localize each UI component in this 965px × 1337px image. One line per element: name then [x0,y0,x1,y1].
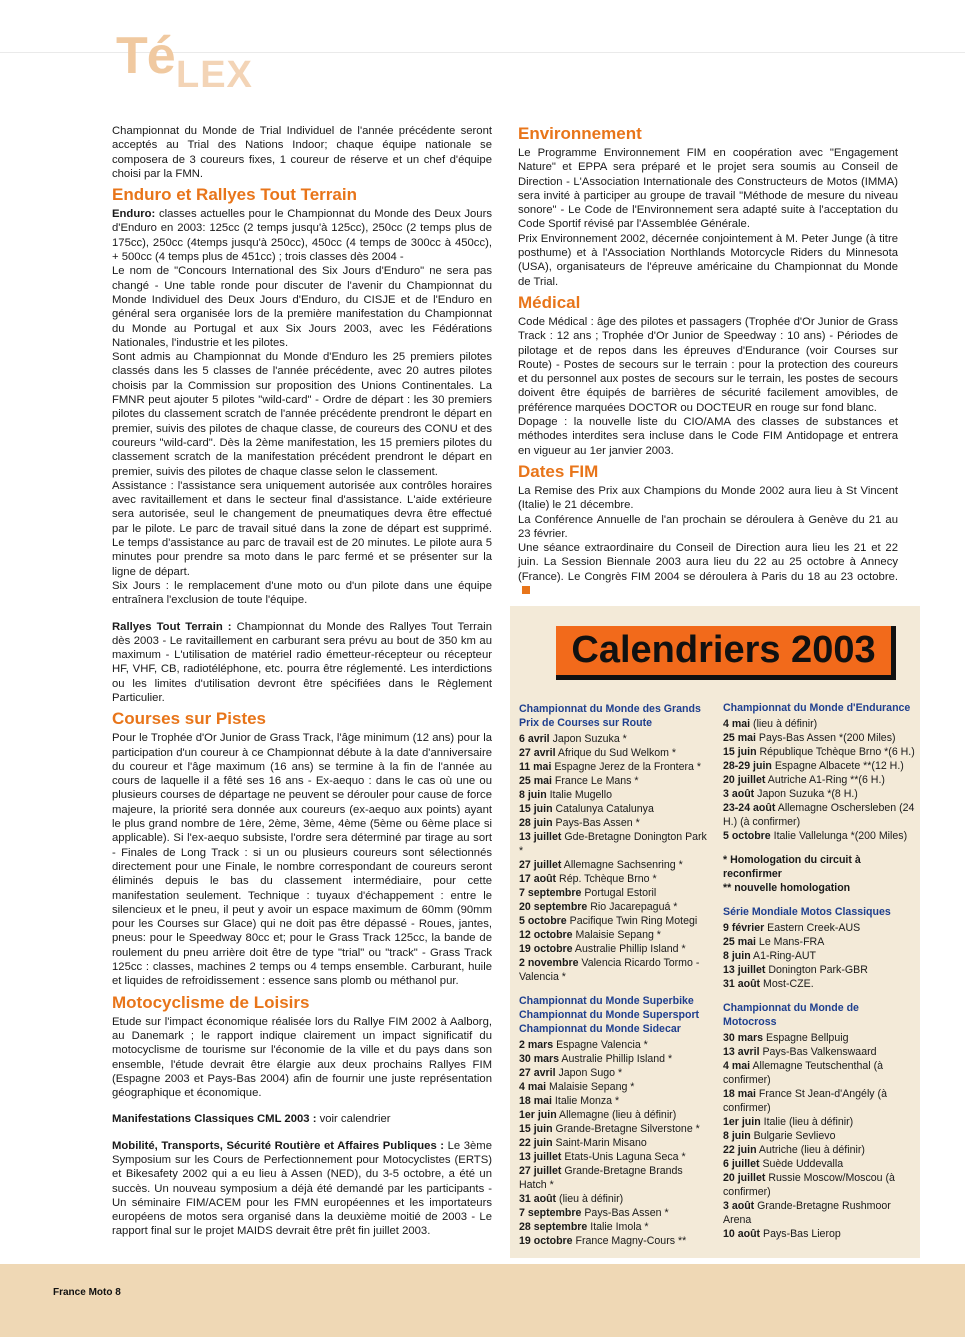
calendar-entry [519,858,713,872]
footer-band [0,1264,965,1337]
calendar-entry [519,1094,713,1108]
calendar-date: 15 juin [723,746,757,758]
calendar-entry [723,1087,915,1115]
calendar-date: 22 juin [519,1137,553,1149]
calendar-event: Donington Park-GBR [765,964,868,976]
calendar-entry [519,802,713,816]
dates-paragraph-1: La Remise des Prix aux Champions du Monde 2002 aura lieu à St Vincent (Italie) le 21 décembre. [518,484,898,512]
rallyes-text: Championnat du Monde des Rallyes Tout Terrain dès 2003 - Le ravitaillement en carburant sera prévu au bout de 350 km au maximum - L'utilisation de matériel radio émetteur-récepteur ou récepteur HF, VHF, CB, radiotéléphone, etc. pourra être réglementé. Les interdictions ou les limites d'utilisation devront être spécifiées dans le Règlement Particulier. [112,620,492,704]
calendar-entry [519,942,713,956]
calendar-entry [723,1227,915,1241]
calendar-entry [519,732,713,746]
calendar-entry [519,760,713,774]
section-title-loisirs: Motocyclisme de Loisirs [112,992,310,1012]
calendar-event: Allemagne Teutschenthal (à confirmer) [723,1060,883,1086]
calendar-event: Pays-Bas Assen *(200 Miles) [755,732,896,744]
calendar-entry [519,816,713,830]
calendar-event: Allemagne Oschersleben (24 H.) (à confirmer) [723,802,915,828]
enduro-paragraph-4: Assistance : l'assistance sera uniquement autorisée aux contrôles horaires avec ravitaillement et dans le secteur final d'assistance. L'aide extérieure sera autorisée, seul le changement de pneumatiques devra être effectué par le pilote. Le parc de travail situé dans la zone de départ est supprimé. Le temps d'assistance au parc de travail est de 20 minutes. Le pilote aura 5 minutes pour prendre sa moto dans le parc fermé et se présenter sur la ligne de départ. [112,479,492,578]
rallyes-paragraph [112,620,492,706]
calendar-entry [723,935,915,949]
calendar-event: Japon Suzuka * [549,733,627,745]
cml-text: voir calendrier [316,1113,391,1126]
calendar-entry [519,1206,713,1220]
calendar-entry [723,773,915,787]
medical-paragraph-2: Dopage : la nouvelle liste du CIO/AMA des classes de substances et méthodes interdites sera incluse dans le Code FIM Antidopage et entrera en vigueur au 1er janvier 2003. [518,416,898,457]
calendar-date: 25 mai [723,936,756,948]
calendar-entry [519,886,713,900]
calendar-entry [723,921,915,935]
calendar-date: 30 mars [723,1032,764,1044]
env-paragraph-2: Prix Environnement 2002, décernée conjointement à M. Peter Junge (à titre posthume) et à l'Association Northlands Motorcycle Riders du Minnesota (USA), organisateurs de l'épreuve américaine du Championnat du Monde de Trial. [518,232,898,288]
spacer [723,895,915,905]
calendar-date: 13 juillet [519,831,562,843]
end-mark-icon [522,586,530,594]
medical-paragraph-1: Code Médical : âge des pilotes et passagers (Trophée d'Or Junior de Grass Track : 12 ans ; Trophée d'Or Junior de Speedway : 10 ans) - Périodes de pilotage et de repos dans les épreuves d'Endurance (voir Courses sur Route) - Postes de secours sur le terrain : pour la protection des coureurs et du personnel aux postes de secours sur le terrain, les postes de secours doivent être équipés de barrières de sécurité facilement amovibles, de préférence marquées DOCTOR ou DOCTEUR en rouge sur fond blanc. [518,315,898,414]
calendar-entry [519,1108,713,1122]
calendar-event: Japon Suzuka *(8 H.) [754,788,858,800]
calendar-entry [723,977,915,991]
calendar-date: 6 juillet [723,1158,760,1170]
calendar-entry [723,801,915,829]
calendar-date: 3 août [723,1200,755,1212]
calendar-entry [519,788,713,802]
calendar-event: Italie Monza * [551,1095,620,1107]
calendar-date: 12 octobre [519,929,573,941]
calendar-event: Pays-Bas Assen * [581,1207,669,1219]
calendar-event: A1-Ring-AUT [750,950,817,962]
calendar-date: 18 mai [723,1088,756,1100]
calendar-event: Pays-Bas Valkenswaard [759,1046,877,1058]
superbike-title: Championnat du Monde Superbike [519,995,694,1007]
sidecar-title: Championnat du Monde Sidecar [519,1023,681,1035]
calendar-event: Gde-Bretagne Donington Park * [519,831,707,857]
spacer [112,1127,492,1139]
calendar-event: Espagne Albacete **(12 H.) [771,760,904,772]
calendar-event: France Magny-Cours ** [572,1235,687,1247]
gp-list [519,732,713,984]
calendar-event: Valencia Ricardo Tormo - Valencia * [519,957,700,983]
calendar-date: 4 mai [723,718,751,730]
calendar-entry [519,774,713,788]
section-title-environnement: Environnement [518,124,642,143]
calendar-event: Pays-Bas Lierop [760,1228,841,1240]
calendar-date: 5 octobre [723,830,771,842]
calendar-entry [723,745,915,759]
calendar-event: (lieu à définir) [556,1193,624,1205]
calendar-event: Italie Mugello [546,789,613,801]
calendar-event: France St Jean-d'Angély (à confirmer) [723,1088,887,1114]
calendar-event: Eastern Creek-AUS [764,922,861,934]
calendar-event: Catalunya Catalunya [552,803,654,815]
calendar-date: 8 juin [723,1130,751,1142]
calendar-entry [723,787,915,801]
calendar-date: 7 septembre [519,1207,582,1219]
supersport-title: Championnat du Monde Supersport [519,1009,700,1021]
section-title-enduro: Enduro et Rallyes Tout Terrain [112,185,357,205]
section-title-medical: Médical [518,292,581,312]
calendar-date: 4 mai [519,1081,547,1093]
calendar-date: 6 avril [519,733,550,745]
calendar-entry [723,717,915,731]
calendar-date: 28-29 juin [723,760,772,772]
loisirs-paragraph-1: Etude sur l'impact économique réalisée lors du Rallye FIM 2002 à Aalborg, au Danemark ; le rapport indique clairement un impact significatif du motocyclisme de tourisme sur l'économie de la ville et du pays dans son ensemble, l'étude devrait être élargie aux deux prochains Rallyes FIM (Espagne 2003 et Pays-Bas 2004) afin de fournir une juste représentation géographique et économique. [112,1015,492,1100]
mobilite-label: Mobilité, Transports, Sécurité Routière et Affaires Publiques : [112,1139,445,1152]
calendar-date: 1er juin [519,1109,557,1121]
calendar-event: (lieu à définir) [750,718,818,730]
calendar-event: Etats-Unis Laguna Seca * [561,1151,686,1163]
calendar-entry [723,1143,915,1157]
enduro-paragraph-1 [112,207,492,264]
calendar-date: 20 juillet [723,1172,766,1184]
calendar-event: Rio Jacarepaguá * [587,901,678,913]
calendar-date: 23-24 août [723,802,776,814]
left-column [112,124,492,1239]
calendar-entry [723,963,915,977]
calendar-event: France Le Mans * [551,775,639,787]
calendar-date: 25 mai [519,775,552,787]
enduro-paragraph-5: Six Jours : le remplacement d'une moto ou d'un pilote dans une équipe entraînera l'exclusion de toute l'équipe. [112,579,492,607]
calendar-entry [519,1038,713,1052]
calendar-date: 27 avril [519,1067,556,1079]
calendar-event: Pays-Bas Assen * [552,817,640,829]
gp-title: Championnat du Monde des Grands Prix de Courses sur Route [519,703,701,729]
calendar-event: Grande-Bretagne Silverstone * [552,1123,700,1135]
calendar-entry [519,872,713,886]
calendar-date: 30 mars [519,1053,560,1065]
calendar-entry [519,1052,713,1066]
calendar-date: 2 mars [519,1039,554,1051]
calendar-event: Autriche A1-Ring **(6 H.) [765,774,885,786]
loisirs-paragraph-2 [112,1112,492,1126]
calendar-date: 13 juillet [723,964,766,976]
spacer [112,1100,492,1112]
calendar-title: Calendriers 2003 [571,629,876,671]
calendar-entry [519,1220,713,1234]
calendar-entry [519,1136,713,1150]
calendar-entry [723,1171,915,1199]
motocross-list [723,1031,915,1241]
section-title-courses: Courses sur Pistes [112,709,267,729]
calendar-entry [723,1031,915,1045]
env-paragraph-1: Le Programme Environnement FIM en coopération avec "Engagement Nature" et EPPA sera préparé et le projet sera soumis au Conseil de Direction - L'Association Internationale des Constructeurs de Motos (IMMA) sera invité à participer au groupe de travail "Méthode de mesure du niveau sonore" - Le Code de l'Environnement sera adapté suite à l'acceptation du Code Sportif révisé par l'Assemblée Générale. [518,147,898,231]
calendar-event: Espagne Bellpuig [763,1032,849,1044]
calendar-date: 7 septembre [519,887,582,899]
intro-paragraph: Championnat du Monde de Trial Individuel de l'année précédente seront acceptés au Trial des Nations Indoor; chaque équipe nationale se composera de 3 coureurs fixes, 1 coureur de réserve et un chef d'équipe choisi par la FMN. [112,125,492,180]
calendar-date: 20 septembre [519,901,588,913]
cml-label: Manifestations Classiques CML 2003 : [112,1113,317,1126]
calendar-event: Espagne Jerez de la Frontera * [551,761,701,773]
calendar-event: Italie Imola * [587,1221,649,1233]
calendar-entry [723,759,915,773]
calendar-entry [519,1192,713,1206]
calendar-entry [519,1066,713,1080]
calendar-date: 10 août [723,1228,761,1240]
calendar-entry [723,1129,915,1143]
calendar-event: Japon Sugo * [555,1067,623,1079]
calendar-entry [723,1199,915,1227]
calendar-event: Bulgarie Sevlievo [750,1130,836,1142]
calendar-event: République Tchèque Brno *(6 H.) [756,746,915,758]
calendar-date: 31 août [723,978,761,990]
calendar-date: 17 août [519,873,557,885]
enduro-text-1: classes actuelles pour le Championnat du Monde des Deux Jours d'Enduro en 2003: 125cc (2 temps jusqu'à 125cc), 250cc (2 temps plus de 175cc), 250cc (4temps jusqu'à 250cc), 450cc (4 temps de 300cc à 450cc), + 500cc (4 temps plus de 451cc) ; trois classes dès 2004 - [112,208,492,264]
enduro-paragraph-2: Le nom de "Concours International des Six Jours d'Enduro" ne sera pas changé - Une table ronde pour discuter de l'avenir du Championnat du Monde Individuel des Deux Jours d'Enduro, du CISJE et de l'Enduro en général sera organisée lors de la première manifestation du Championnat du Monde au Portugal et aux Six Jours 2003, avec les Fédérations Nationales, l'industrie et les pilotes. [112,265,492,349]
dates-paragraph-3 [518,541,898,598]
endurance-note-2: ** nouvelle homologation [723,882,851,894]
calendar-event: Pacifique Twin Ring Motegi [566,915,698,927]
rallyes-label: Rallyes Tout Terrain : [112,620,232,633]
calendar-left-column [519,702,713,1248]
calendar-entry [519,914,713,928]
loisirs-paragraph-3 [112,1139,492,1239]
calendar-event: Grande-Bretagne Brands Hatch * [519,1165,683,1191]
calendar-date: 1er juin [723,1116,761,1128]
calendar-entry [723,829,915,843]
calendar-entry [723,1059,915,1087]
calendar-event: Malaisie Sepang * [572,929,661,941]
logo-part-1: Té [116,27,175,85]
calendar-entry [723,1157,915,1171]
calendar-entry [519,928,713,942]
dates-paragraph-2: La Conférence Annuelle de l'an prochain se déroulera à Genève du 21 au 23 février. [518,513,898,540]
calendar-date: 27 juillet [519,1165,562,1177]
calendar-entry [519,1164,713,1192]
calendar-date: 2 novembre [519,957,579,969]
calendar-date: 27 avril [519,747,556,759]
motocross-title: Championnat du Monde de Motocross [723,1002,859,1028]
calendar-entry [723,1045,915,1059]
calendar-event: Espagne Valencia * [553,1039,648,1051]
calendar-event: Australie Phillip Island * [559,1053,673,1065]
superbike-list [519,1038,713,1248]
mobilite-text: Le 3ème Symposium sur les Cours de Perfectionnement pour Motocyclistes (ERTS) et Bikesafety 2002 qui a eu lieu à Assen (NED), du 3-5 octobre, a été un succès. Un nouveau symposium a déjà été demandé par les participants - Un séminaire FIM/ACEM pour les FMN européennes et les importateurs européens de motos sera organisé dans la deuxième moitié de 2003 - Le rapport final sur le projet MAIDS devrait être prêt fin juillet 2003. [112,1139,492,1238]
calendar-event: Allemagne Sachsenring * [561,859,683,871]
spacer [723,991,915,1001]
calendar-event: Malaisie Sepang * [546,1081,635,1093]
logo-part-2: LEX [176,54,253,96]
calendar-event: Grande-Bretagne Rushmoor Arena [723,1200,891,1226]
calendar-event: Rép. Tchèque Brno * [556,873,657,885]
calendar-date: 3 août [723,788,755,800]
calendar-entry [519,830,713,858]
calendar-entry [723,731,915,745]
calendar-event: Saint-Marin Misano [552,1137,647,1149]
calendar-date: 19 octobre [519,943,573,955]
calendar-title-banner [556,626,896,680]
calendar-date: 13 juillet [519,1151,562,1163]
calendar-date: 15 juin [519,1123,553,1135]
calendar-entry [519,900,713,914]
calendar-event: Most-CZE. [760,978,814,990]
dates-text-3: Une séance extraordinaire du Conseil de Direction aura lieu les 21 et 22 juin. La Session Biennale 2003 aura lieu du 22 au 25 octobre à Annecy (France). Le Congrès FIM 2004 se déroulera à Paris du 18 au 23 octobre. [518,542,898,583]
calendar-event: Afrique du Sud Welkom * [555,747,677,759]
calendar-entry [519,1080,713,1094]
page-footer-label: France Moto 8 [53,1287,121,1298]
calendar-date: 28 septembre [519,1221,588,1233]
calendar-event: Italie Vallelunga *(200 Miles) [770,830,908,842]
telex-logo [116,26,296,96]
calendar-date: 11 mai [519,761,552,773]
spacer [112,608,492,620]
calendar-date: 22 juin [723,1144,757,1156]
calendar-entry [723,1115,915,1129]
calendar-date: 19 octobre [519,1235,573,1247]
courses-paragraph: Pour le Trophée d'Or Junior de Grass Track, l'âge minimum (12 ans) pour la participation d'un coureur à ce Championnat débute à la date d'anniversaire du coureur et l'âge maximum (16 ans) se termine à la fin de l'année au cours de laquelle il a fêté ses 16 ans - Ex-aequo : dans le cas où une ou plusieurs courses de départage ne peuvent se dérouler pour cause de force majeure, la priorité sera donnée aux coureurs (ex-aequo aux points) ayant le plus grand nombre de 1ère, 2ème, 3ème, 4ème (5ème ou 6ème place si applicable). Si l'ex-aequo subsiste, l'ordre sera déterminé par tirage au sort - Finales de Long Track : si un ou plusieurs coureurs sont sélectionnés directement pour une Finale, le nombre correspondant de coureurs seront éliminés depuis le bas du classement intermédiaire, pour cette manifestation seulement. Technique : tuyaux d'échappement : entre le silencieux et le pneu, il peut y avoir un espace maximum de 60mm (90mm pour les Courses sur Glace) qui ne doit pas être dépassé - Roues, jantes, pneus: pour le Speedway 80cc et; pour le Grass Track 125cc, la bande de roulement du pneu arrière doit être de type "trial" ou "track" - Grass Track 125cc : classes, machines 2 temps ou 4 temps ensemble. Carburant, huile et liquides de refroidissement : essence sans plomb ou méthanol pur. [112,732,492,988]
calendar-date: 5 octobre [519,915,567,927]
calendar-event: Le Mans-FRA [755,936,825,948]
endurance-list [723,717,915,843]
calendar-date: 25 mai [723,732,756,744]
section-title-dates: Dates FIM [518,461,599,481]
calendar-right-column [723,701,915,1241]
spacer [723,843,915,853]
calendar-entry [723,949,915,963]
calendar-date: 9 février [723,922,765,934]
calendar-event: Australie Phillip Island * [572,943,686,955]
enduro-paragraph-3: Sont admis au Championnat du Monde d'Enduro les 25 premiers pilotes classés dans les 5 classes de l'année précédente, avec 20 autres pilotes choisis par la Commission sur proposition des Unions Continentales. La FMNR peut ajouter 5 pilotes "wild-card" - Ordre de départ : les 30 premiers pilotes du classement scratch de l'année précédente prendront le départ en premier, suivis des pilotes de chaque classe, de coureurs des CONU et des coureurs "wild-card". Dès la 2ème manifestation, les 15 premiers pilotes du classement scratch de la manifestation précédent prendront le départ en premier, suivis des pilotes de chaque classe selon le classement. [112,351,492,478]
right-column [518,124,898,598]
enduro-label: Enduro: [112,208,156,221]
calendar-event: Portugal Estoril [581,887,657,899]
calendar-event: Autriche (lieu à définir) [756,1144,865,1156]
calendar-date: 4 mai [723,1060,751,1072]
calendar-date: 28 juin [519,817,553,829]
calendar-entry [519,746,713,760]
calendar-entry [519,1150,713,1164]
calendar-date: 18 mai [519,1095,552,1107]
calendar-date: 8 juin [519,789,547,801]
calendar-date: 20 juillet [723,774,766,786]
calendar-date: 27 juillet [519,859,562,871]
endurance-title: Championnat du Monde d'Endurance [723,702,911,714]
calendar-event: Suède Uddevalla [759,1158,844,1170]
calendar-date: 15 juin [519,803,553,815]
calendar-event: Russie Moscow/Moscou (à confirmer) [723,1172,895,1198]
classiques-title: Série Mondiale Motos Classiques [723,906,891,918]
calendar-entry [519,1234,713,1248]
calendar-entry [519,956,713,984]
classiques-list [723,921,915,991]
endurance-note-1: * Homologation du circuit à reconfirmer [723,854,861,880]
spacer [519,984,713,994]
calendar-event: Allemagne (lieu à définir) [556,1109,677,1121]
calendar-event: Italie (lieu à définir) [760,1116,854,1128]
calendar-entry [519,1122,713,1136]
calendar-date: 8 juin [723,950,751,962]
calendar-date: 13 avril [723,1046,760,1058]
calendar-date: 31 août [519,1193,557,1205]
